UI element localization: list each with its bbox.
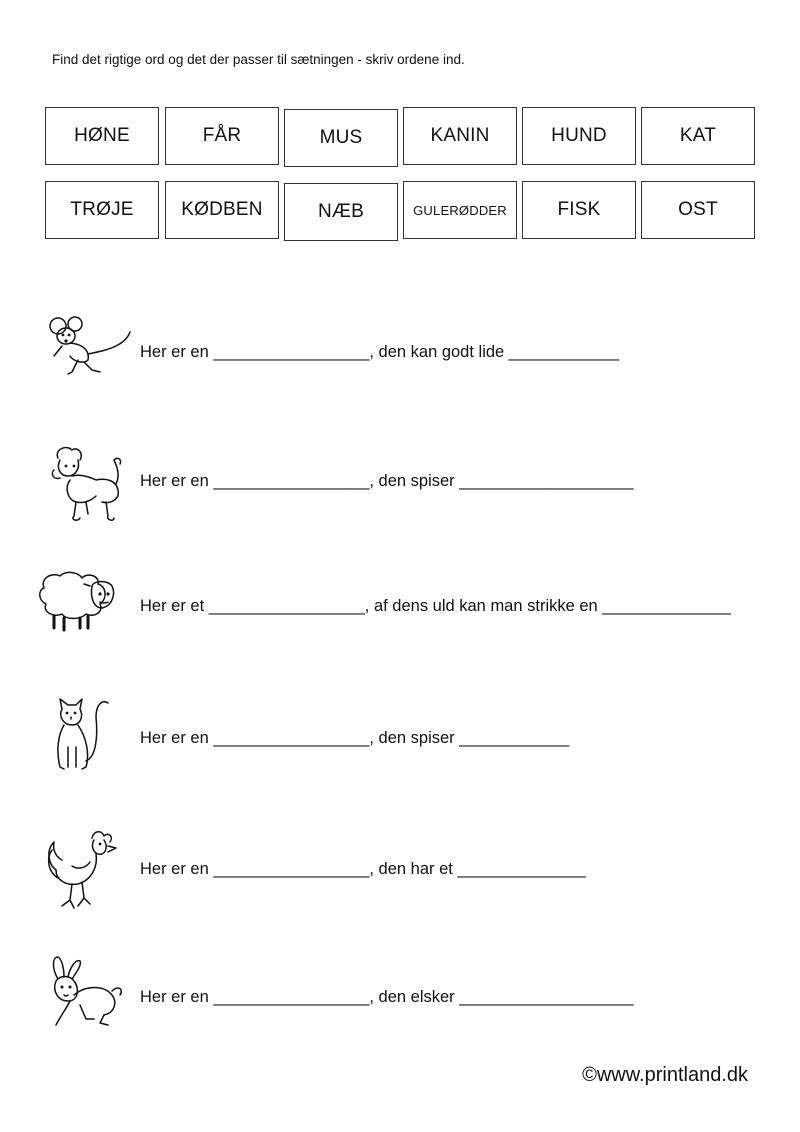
rabbit-icon <box>46 955 126 1036</box>
cat-icon <box>50 697 112 780</box>
word-label: FÅR <box>202 125 242 146</box>
word-label: TRØJE <box>70 199 134 220</box>
word-box-kat <box>641 107 755 165</box>
word-box-hone <box>45 107 159 165</box>
word-box-mus <box>284 109 398 167</box>
word-box-faar <box>165 107 279 165</box>
sentence-5: Her er en _________________, den har et ______________ <box>140 860 586 878</box>
word-box-kodben <box>165 181 279 239</box>
word-label: OST <box>678 199 718 220</box>
word-label: MUS <box>319 127 363 148</box>
sheep-icon <box>38 570 118 637</box>
poodle-icon <box>48 444 128 531</box>
mouse-icon <box>48 316 133 387</box>
word-label: HØNE <box>74 125 130 146</box>
word-label: KØDBEN <box>181 199 263 220</box>
word-box-naeb <box>284 183 398 241</box>
word-box-hund <box>522 107 636 165</box>
instruction-text: Find det rigtige ord og det der passer til sætningen - skriv ordene ind. <box>52 52 465 67</box>
footer-copyright: ©www.printland.dk <box>582 1064 748 1086</box>
word-label: HUND <box>551 125 607 146</box>
sentence-4: Her er en _________________, den spiser ____________ <box>140 729 570 747</box>
sentence-1: Her er en _________________, den kan godt lide ____________ <box>140 343 619 361</box>
word-label: NÆB <box>318 201 364 222</box>
word-box-ost <box>641 181 755 239</box>
word-label: KANIN <box>430 125 490 146</box>
rooster-icon <box>42 826 122 919</box>
word-label: KAT <box>679 125 717 146</box>
word-label: GULERØDDER <box>413 202 507 218</box>
word-box-troje <box>45 181 159 239</box>
sentence-6: Her er en _________________, den elsker ___________________ <box>140 988 634 1006</box>
word-box-kanin <box>403 107 517 165</box>
word-box-fisk <box>522 181 636 239</box>
word-box-guleroedder <box>403 181 517 239</box>
word-label: FISK <box>557 199 601 220</box>
sentence-3: Her er et _________________, af dens uld kan man strikke en ______________ <box>140 597 731 615</box>
sentence-2: Her er en _________________, den spiser ___________________ <box>140 472 634 490</box>
